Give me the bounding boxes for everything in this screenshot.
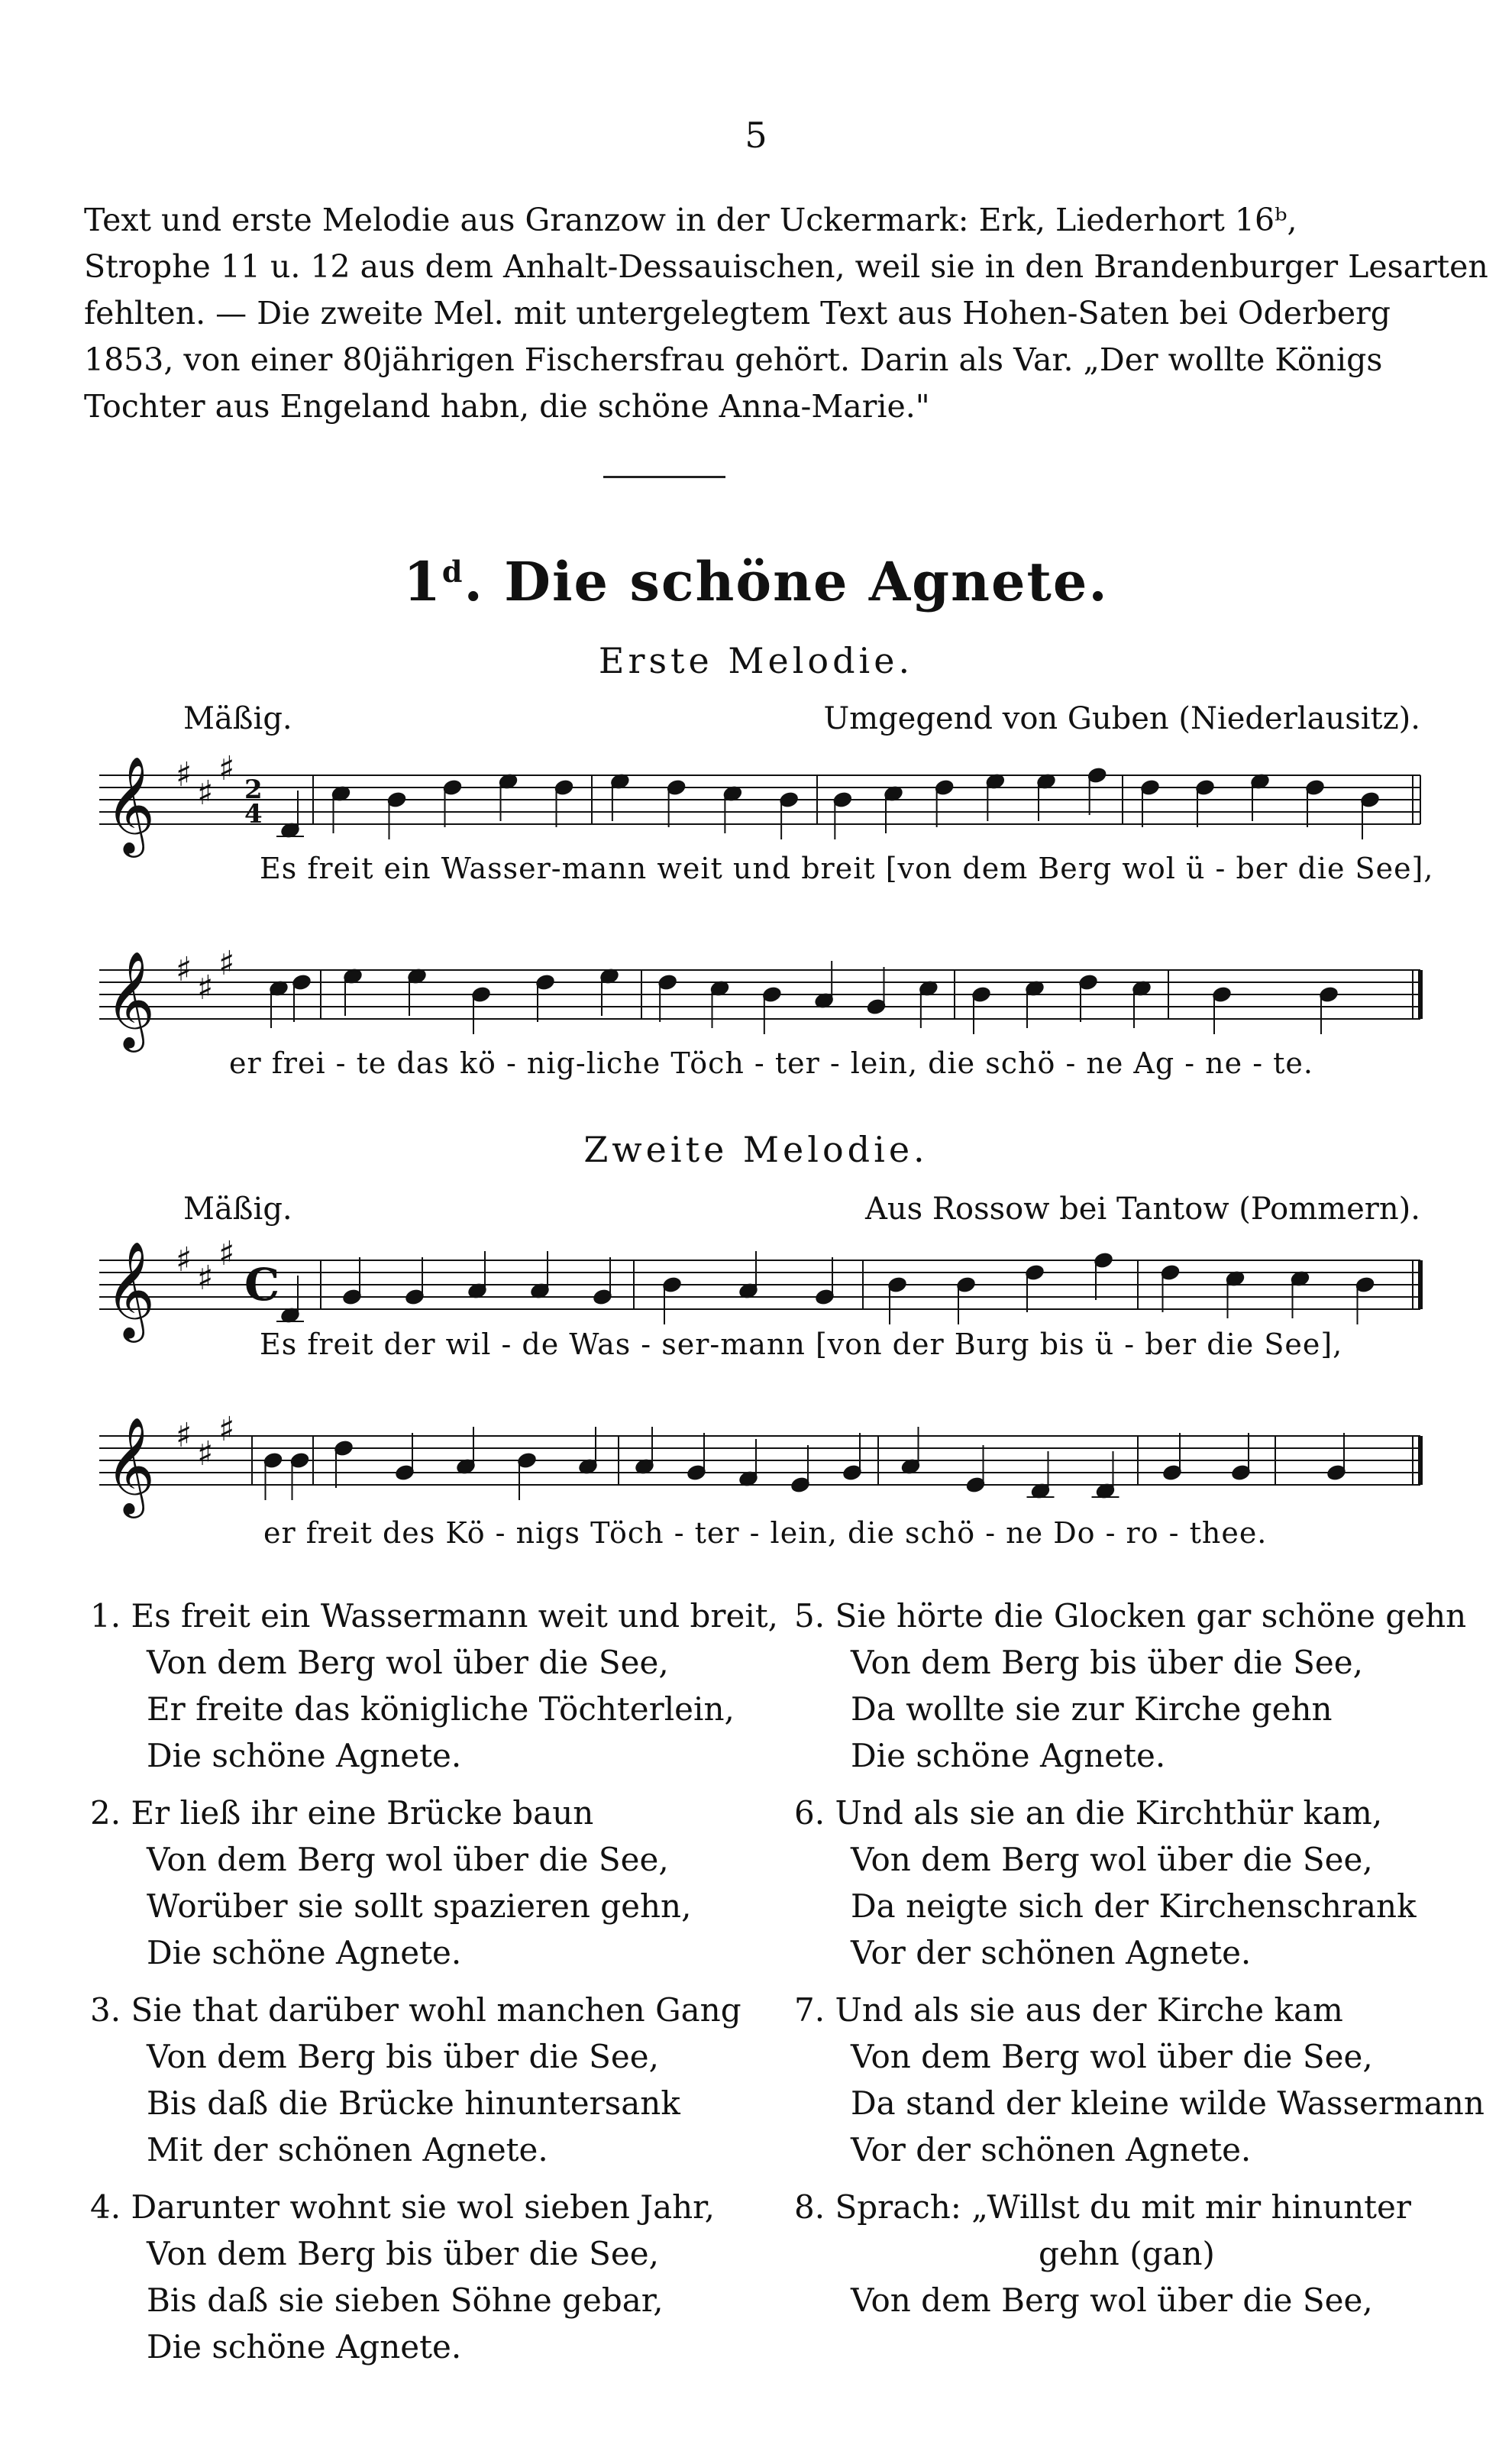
verse-number: 2.	[90, 1794, 131, 1832]
verse-line	[90, 1987, 778, 2033]
intro-line: Tochter aus Engeland habn, die schöne Anna-Marie."	[84, 388, 930, 425]
verse-text: Es freit ein Wassermann weit und breit,	[131, 1597, 779, 1635]
treble-clef-icon: 𝄞	[105, 1416, 156, 1514]
sharp-icon: ♯	[197, 969, 214, 1007]
verse-number: 1.	[90, 1597, 131, 1635]
verse-line: Von dem Berg bis über die See,	[851, 1644, 1363, 1681]
sharp-icon: ♯	[176, 950, 192, 989]
sharp-icon: ♯	[176, 1240, 192, 1279]
verse-line	[90, 1593, 778, 1639]
song-title-text: Die schöne Agnete.	[504, 550, 1109, 613]
verse-line	[794, 1790, 1485, 1836]
verse-number: 4.	[90, 2188, 131, 2226]
verse-text: Sie that darüber wohl manchen Gang	[131, 1991, 741, 2029]
verse-line: Vor der schönen Agnete.	[851, 1934, 1252, 1971]
section-divider	[603, 476, 725, 478]
song-number: 1	[403, 550, 442, 613]
verses-left-column	[90, 1593, 778, 2381]
intro-note	[84, 197, 1488, 430]
verse-line: Von dem Berg wol über die See,	[147, 1841, 669, 1878]
verse	[90, 1593, 778, 1779]
verse-line: Da stand der kleine wilde Wassermann	[851, 2084, 1485, 2122]
verse-number: 6.	[794, 1794, 835, 1832]
verse	[794, 1790, 1485, 1976]
time-signature: 2	[244, 774, 263, 805]
time-signature: C	[244, 1259, 280, 1311]
verse-line: Die schöne Agnete.	[147, 1934, 462, 1971]
verse-line: Die schöne Agnete.	[147, 2328, 462, 2366]
verses-right-column	[794, 1593, 1485, 2334]
melody1-staff-1	[84, 745, 1436, 859]
verse-line	[794, 2184, 1485, 2230]
intro-line: 1853, von einer 80jährigen Fischersfrau gehört. Darin als Var. „Der wollte Königs	[84, 341, 1383, 378]
intro-line: Text und erste Melodie aus Granzow in der Uckermark: Erk, Liederhort 16ᵇ,	[84, 202, 1297, 238]
melody1-tempo: Mäßig.	[183, 701, 292, 736]
melody1-source: Umgegend von Guben (Niederlausitz).	[823, 701, 1420, 736]
melody2-lyrics-1: Es freit der wil - de Was - ser-mann [von der Burg bis ü - ber die See],	[260, 1327, 1343, 1361]
intro-line: Strophe 11 u. 12 aus dem Anhalt-Dessauischen, weil sie in den Brandenburger Lesarten	[84, 248, 1488, 285]
melody2-staff-2	[84, 1405, 1436, 1520]
sharp-icon: ♯	[218, 1234, 235, 1273]
song-title	[0, 550, 1512, 613]
song-number-dot: .	[464, 550, 484, 613]
verse-line: Von dem Berg wol über die See,	[147, 1644, 669, 1681]
verse-number: 8.	[794, 2188, 835, 2226]
verse-number: 5.	[794, 1597, 835, 1635]
verse-line: Von dem Berg bis über die See,	[147, 2038, 659, 2075]
verse	[794, 2184, 1485, 2323]
verse-line: Die schöne Agnete.	[851, 1737, 1166, 1774]
verse-text: Und als sie aus der Kirche kam	[835, 1991, 1343, 2029]
verse-line: Bis daß sie sieben Söhne gebar,	[147, 2281, 664, 2319]
verse-line: Von dem Berg wol über die See,	[851, 2038, 1373, 2075]
verse-text: Er ließ ihr eine Brücke baun	[131, 1794, 594, 1832]
treble-clef-icon: 𝄞	[105, 950, 156, 1048]
verse-text: Und als sie an die Kirchthür kam,	[835, 1794, 1383, 1832]
verse-text: Sprach: „Willst du mit mir hinunter	[835, 2188, 1411, 2226]
verse	[90, 1987, 778, 2173]
verse	[794, 1987, 1485, 2173]
verse-line	[90, 1790, 778, 1836]
melody2-heading: Zweite Melodie.	[583, 1129, 929, 1170]
verse-line: gehn (gan)	[1039, 2235, 1215, 2272]
verse-line: Von dem Berg wol über die See,	[851, 1841, 1373, 1878]
verse-line: Er freite das königliche Töchterlein,	[147, 1690, 735, 1728]
verse-line: Bis daß die Brücke hinuntersank	[147, 2084, 680, 2122]
page-number: 5	[745, 115, 767, 156]
verse-line	[90, 2184, 778, 2230]
melody2-tempo: Mäßig.	[183, 1192, 292, 1227]
sharp-icon: ♯	[218, 749, 235, 788]
melody2-source: Aus Rossow bei Tantow (Pommern).	[865, 1192, 1420, 1227]
melody2-lyrics-2: er freit des Kö - nigs Töch - ter - lein, die schö - ne Do - ro - thee.	[263, 1516, 1268, 1550]
verse-text: Darunter wohnt sie wol sieben Jahr,	[131, 2188, 715, 2226]
sharp-icon: ♯	[176, 1416, 192, 1455]
treble-clef-icon: 𝄞	[105, 1240, 156, 1338]
melody1-heading: Erste Melodie.	[598, 640, 914, 681]
treble-clef-icon: 𝄞	[105, 755, 156, 853]
verse-line: Mit der schönen Agnete.	[147, 2131, 548, 2168]
verse-line: Worüber sie sollt spazieren gehn,	[147, 1887, 692, 1925]
verse-number: 3.	[90, 1991, 131, 2029]
verse-line: Von dem Berg wol über die See,	[851, 2281, 1373, 2319]
verse-line: Vor der schönen Agnete.	[851, 2131, 1252, 2168]
melody1-lyrics-2: er frei - te das kö - nig-liche Töch - ter - lein, die schö - ne Ag - ne - te.	[229, 1046, 1313, 1080]
verse-line: Da wollte sie zur Kirche gehn	[851, 1690, 1333, 1728]
sharp-icon: ♯	[197, 1259, 214, 1298]
verse-line	[794, 1987, 1485, 2033]
sharp-icon: ♯	[197, 774, 214, 813]
verse-line: Die schöne Agnete.	[147, 1737, 462, 1774]
verse-number: 7.	[794, 1991, 835, 2029]
sharp-icon: ♯	[176, 755, 192, 794]
melody1-lyrics-1: Es freit ein Wasser-mann weit und breit [von dem Berg wol ü - ber die See],	[260, 852, 1434, 885]
sharp-icon: ♯	[218, 944, 235, 983]
verse-text: Sie hörte die Glocken gar schöne gehn	[835, 1597, 1467, 1635]
sharp-icon: ♯	[197, 1434, 214, 1473]
verse-line: Da neigte sich der Kirchenschrank	[851, 1887, 1417, 1925]
sharp-icon: ♯	[218, 1410, 235, 1449]
melody1-staff-2	[84, 939, 1436, 1054]
song-number-suffix: d	[441, 554, 464, 589]
intro-line: fehlten. — Die zweite Mel. mit untergelegtem Text aus Hohen-Saten bei Oderberg	[84, 295, 1391, 331]
verse-line: Von dem Berg bis über die See,	[147, 2235, 659, 2272]
verse	[90, 2184, 778, 2370]
verse-line	[794, 1593, 1485, 1639]
verse	[90, 1790, 778, 1976]
time-signature: 4	[244, 799, 263, 829]
verse	[794, 1593, 1485, 1779]
